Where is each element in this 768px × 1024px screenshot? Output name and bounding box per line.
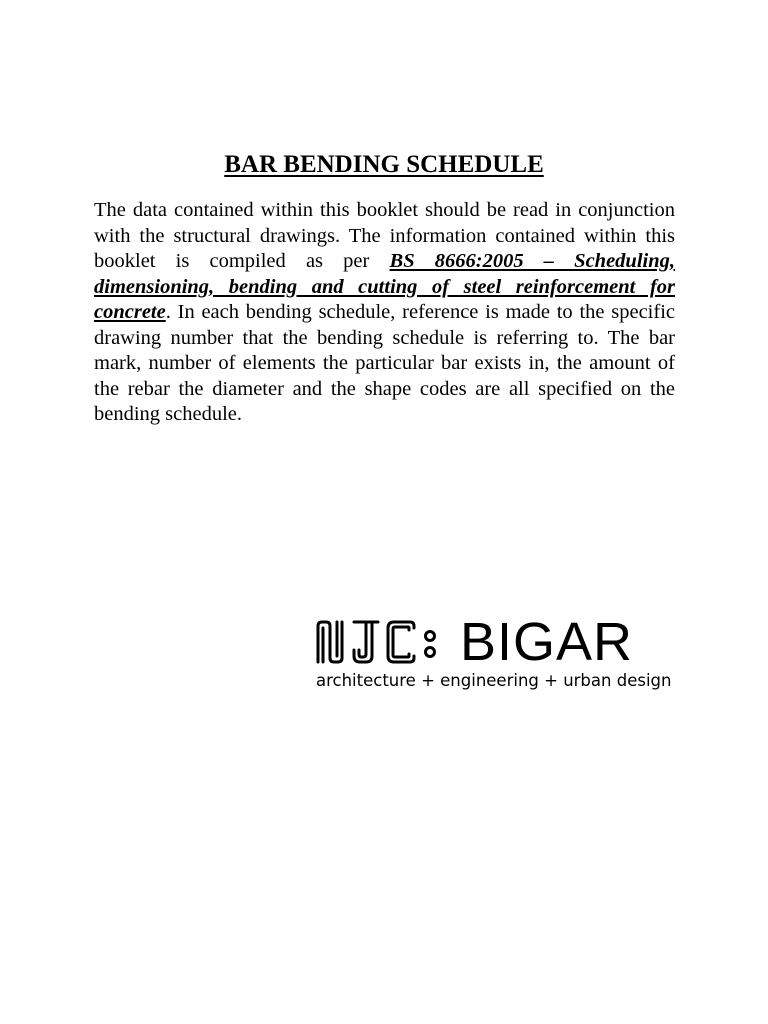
njc-logo-mark xyxy=(314,618,456,666)
logo-tagline: architecture + engineering + urban design xyxy=(316,671,672,690)
company-logo xyxy=(314,612,714,692)
logo-wordmark: BIGAR xyxy=(460,612,634,672)
paragraph-text-end: . In each bending schedule, reference is made to the specific drawing number that the bending schedule is referring to. The bar mark, number of elements the particular bar exists in, the amount of the rebar the diameter and the shape codes are all specified on the bending schedule. xyxy=(94,301,675,425)
standard-reference: BS 8666:2005 – Scheduling, dimensioning, bending and cutting of steel reinforcement for concrete xyxy=(94,250,675,323)
paragraph-text-start: The data contained within this booklet should be read in conjunction with the structural drawings. The information contained within this booklet is compiled as per xyxy=(94,199,675,272)
page-title-text: BAR BENDING SCHEDULE xyxy=(224,151,544,178)
body-paragraph xyxy=(94,198,675,428)
page-title xyxy=(0,150,768,180)
